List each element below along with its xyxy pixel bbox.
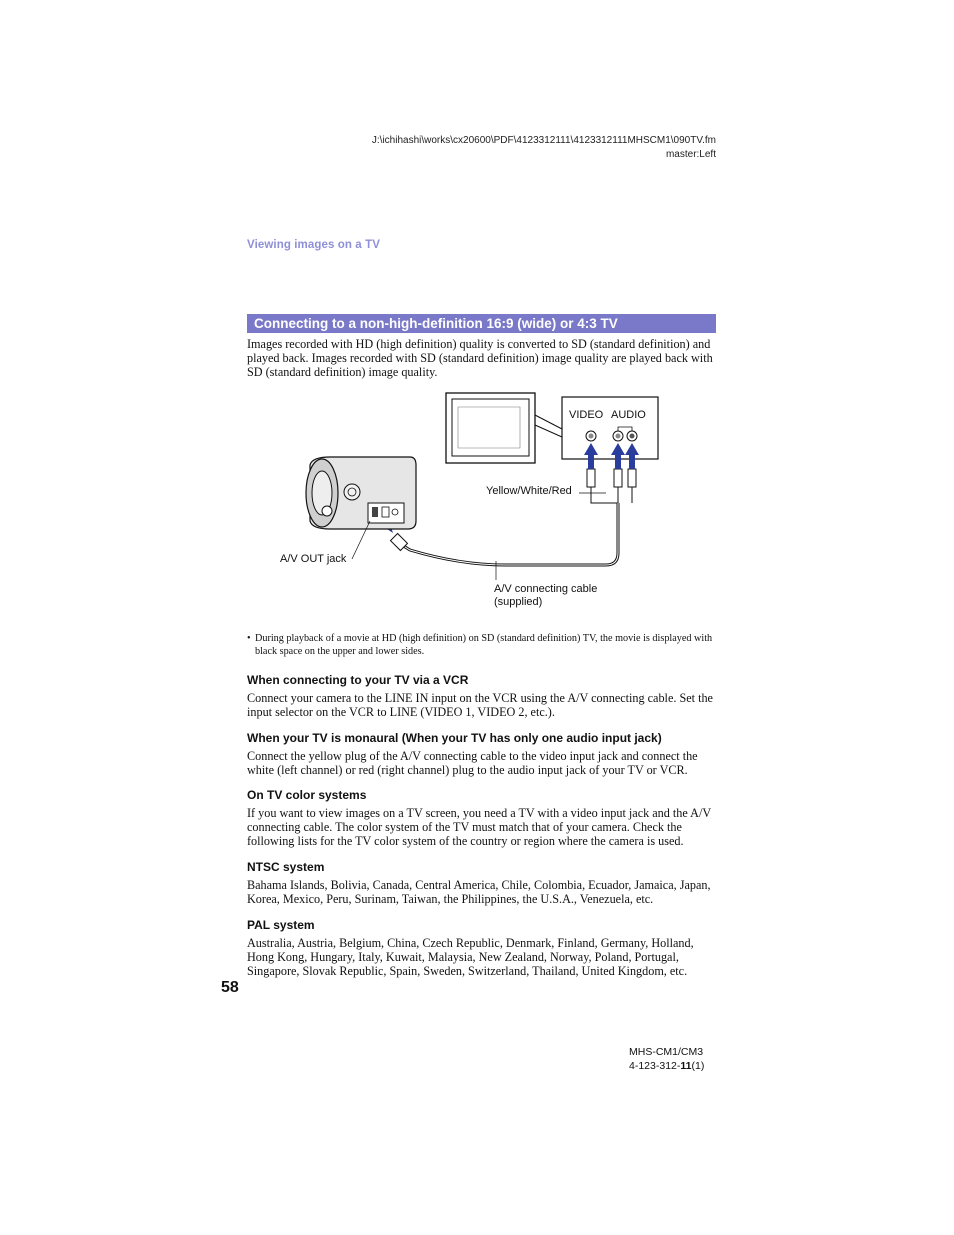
tv-illustration (446, 393, 562, 463)
section-intro: Images recorded with HD (high definition) quality is converted to SD (standard definition) and played back. Images recorded with SD (standard definition) image quality are played back with SD (standard definition) image quality. (247, 337, 713, 379)
audio-jack-label: AUDIO (611, 409, 646, 421)
camera-illustration (306, 457, 416, 529)
file-path: J:\ichihashi\works\cx20600\PDF\4123312111\4123312111MHSCM1\090TV.fm (371, 135, 716, 146)
subsection-body: Australia, Austria, Belgium, China, Czech Republic, Denmark, Finland, Germany, Holland, Hong Kong, Hungary, Italy, Kuwait, Malaysia, New Zealand, Norway, Poland, Portugal, Singapore, Slovak Republic, Spain, Sweden, Switzerland, Thailand, United Kingdom, etc. (247, 936, 694, 978)
page-number: 58 (221, 979, 239, 996)
part-code: 4-123-312-11(1) (629, 1060, 705, 1072)
master-label: master:Left (665, 149, 716, 160)
tv-jack-panel (562, 397, 658, 459)
av-cable-label: A/V connecting cable (supplied) (494, 583, 598, 608)
av-out-jack-label: A/V OUT jack (280, 553, 347, 565)
subsection-body: Connect the yellow plug of the A/V connecting cable to the video input jack and connect the white (left channel) or red (right channel) plug to the audio input jack of your TV or VCR. (247, 749, 698, 777)
plug-colors-label: Yellow/White/Red (486, 485, 572, 497)
subsection-heading: PAL system (247, 918, 315, 932)
subsection-body: Connect your camera to the LINE IN input on the VCR using the A/V connecting cable. Set the input selector on the VCR to LINE (VIDEO 1, VIDEO 2, etc.). (247, 691, 713, 719)
bullet: • (247, 633, 251, 644)
note-text: During playback of a movie at HD (high definition) on SD (standard definition) TV, the movie is displayed with black space on the upper and lower sides. (255, 633, 713, 657)
subsection-heading: When connecting to your TV via a VCR (247, 673, 469, 687)
subsection-body: Bahama Islands, Bolivia, Canada, Central America, Chile, Colombia, Ecuador, Jamaica, Japan, Korea, Mexico, Peru, Surinam, Taiwan, the Philippines, the U.S.A., Venezuela, etc. (247, 878, 711, 906)
subsection-heading: On TV color systems (247, 788, 367, 802)
model-info (629, 1045, 704, 1073)
av-cable (402, 503, 618, 565)
model-name: MHS-CM1/CM3 (629, 1046, 704, 1058)
section-title: Connecting to a non-high-definition 16:9 (wide) or 4:3 TV (247, 314, 716, 333)
subsection-heading: NTSC system (247, 860, 325, 874)
file-path-header (372, 134, 716, 162)
video-jack-label: VIDEO (569, 409, 604, 421)
playback-note (247, 632, 717, 658)
connection-diagram (270, 385, 690, 615)
subsection-body: If you want to view images on a TV screen, you need a TV with a video input jack and the A/V connecting cable. The color system of the TV must match that of your camera. Check the following lists for the TV color system of the country or region where the camera is used. (247, 806, 711, 848)
subsection-heading: When your TV is monaural (When your TV has only one audio input jack) (247, 731, 662, 745)
running-head: Viewing images on a TV (247, 239, 380, 251)
rca-plugs (587, 469, 636, 503)
